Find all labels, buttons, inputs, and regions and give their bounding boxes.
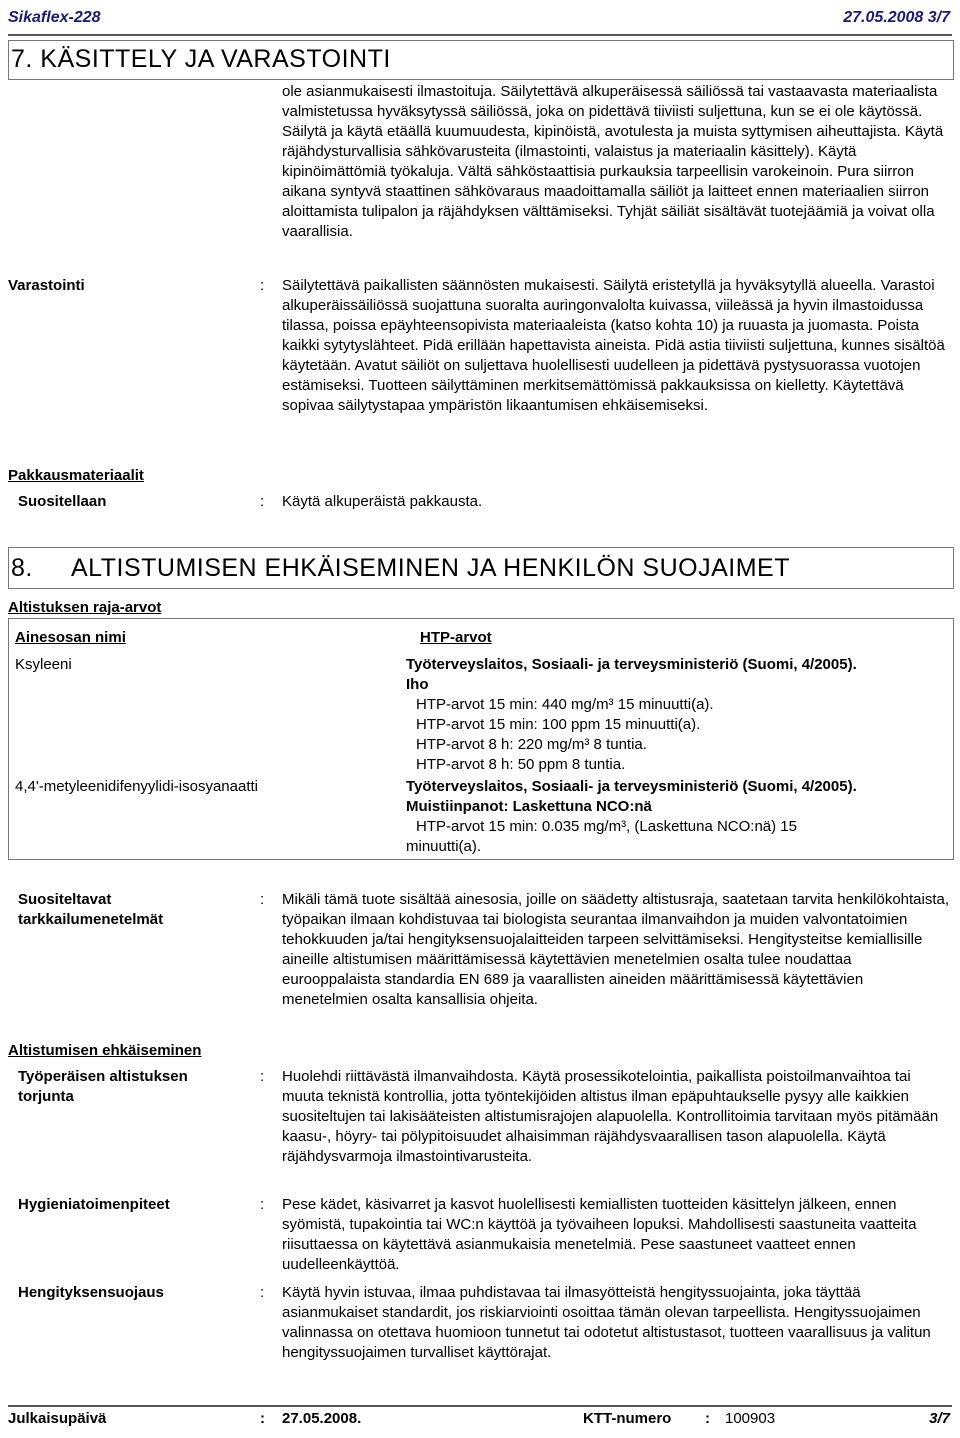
limit-value: HTP-arvot 15 min: 440 mg/m³ 15 minuutti(a). bbox=[416, 696, 714, 713]
colon: : bbox=[260, 1410, 265, 1427]
limit-value: HTP-arvot 8 h: 220 mg/m³ 8 tuntia. bbox=[416, 736, 647, 753]
component-name: Ksyleeni bbox=[15, 656, 72, 673]
limit-value: minuutti(a). bbox=[406, 838, 482, 855]
occupational-text: Huolehdi riittävästä ilmanvaihdosta. Käytä prosessikotelointia, paikallista poistoilmanvaihtoa tai muuta teknistä kontrollia, jotta työntekijöiden altistus ilman epäpuhtaukselle pysyy alle kaikkien suositeltujen tai lakisääteisten altistumisrajojen alapuolella. Kontrollitoimia tarvitaan myös pitämään kaasu-, höyry- tai pölypitoisuudet alhaisimman räjähdysvaarallisen tason alapuolella. Käytä räjähdysvarmoja ilmastointivarusteita. bbox=[282, 1068, 939, 1165]
colon: : bbox=[260, 891, 265, 908]
section-7-title: 7. KÄSITTELY JA VARASTOINTI bbox=[11, 45, 391, 73]
hygiene-text: Pese kädet, käsivarret ja kasvot huolellisesti kemiallisten tuotteiden käsittelyn jälkeen, ennen syömistä, tupakointia tai WC:n käyttöä ja työvaiheen lopuksi. Mahdollisesti saastuneita vaatteita riisuttaessa on käytettävä asianmukaisia menetelmiä. Pese saastuneet vaatteet ennen uudelleenkäyttöä. bbox=[282, 1196, 917, 1273]
section-8-header bbox=[8, 547, 954, 589]
storage-text: Säilytettävä paikallisten säännösten mukaisesti. Säilytä eristetyllä ja hyväksytyllä alueella. Varastoi alkuperäissäiliössä suojattuna suoralta auringonvalolta kuivassa, viileässä ja hyvin ilmastoidussa tilassa, poissa epäyhteensopivista materiaaleista (katso kohta 10) ja ruuasta ja juomasta. Poista kaikki sytytyslähteet. Pidä erillään hapettavista aineista. Pidä astia tiiviisti suljettuna, kunnes sisältöä käytetään. Avatut säiliöt on suljettava huolellisesti uudelleen ja pidettävä pystysuorassa vuotojen estämiseksi. Tuotteen säilyttäminen merkitsemättömissä pakkauksissa on kielletty. Käytettävä sopivaa säilytystapaa ympäristön likaantumisen ehkäisemiseksi. bbox=[282, 277, 945, 414]
recommended-label: Suositellaan bbox=[18, 493, 107, 510]
section-7-header bbox=[8, 40, 954, 80]
footer-divider bbox=[8, 1405, 952, 1407]
storage-label: Varastointi bbox=[8, 277, 85, 294]
monitoring-label: Suositeltavat tarkkailumenetelmät bbox=[18, 891, 164, 928]
limits-label: Altistuksen raja-arvot bbox=[8, 599, 162, 616]
limit-value: HTP-arvot 15 min: 0.035 mg/m³, (Laskettuna NCO:nä) 15 bbox=[416, 818, 797, 835]
packaging-label: Pakkausmateriaalit bbox=[8, 467, 144, 484]
recommended-text: Käytä alkuperäistä pakkausta. bbox=[282, 493, 483, 510]
limit-source: Työterveyslaitos, Sosiaali- ja terveysministeriö (Suomi, 4/2005). bbox=[406, 656, 857, 673]
header-divider bbox=[8, 34, 952, 36]
product-name: Sikaflex-228 bbox=[8, 9, 101, 26]
section-8-title: ALTISTUMISEN EHKÄISEMINEN JA HENKILÖN SUOJAIMET bbox=[71, 554, 790, 582]
ktt-number: 100903 bbox=[725, 1410, 776, 1427]
section-8-number: 8. bbox=[11, 554, 33, 582]
page-number: 3/7 bbox=[929, 1410, 950, 1427]
limit-subhead: Muistiinpanot: Laskettuna NCO:nä bbox=[406, 798, 652, 815]
exposure-limits-table bbox=[8, 618, 954, 860]
limit-subhead: Iho bbox=[406, 676, 429, 693]
issue-date-label: Julkaisupäivä bbox=[8, 1410, 107, 1427]
col-header-component: Ainesosan nimi bbox=[15, 629, 126, 646]
handling-text: ole asianmukaisesti ilmastoituja. Säilytettävä alkuperäisessä säiliössä tai vastaavasta materiaalista valmistetussa hyväksytyssä säiliössä, joka on pidettävä tiiviisti suljettuna, kun se ei ole käytössä. Säilytä ja käytä etäällä kuumuudesta, kipinöistä, avotulesta ja muista syttymisen aiheuttajista. Käytä räjähdysturvallisia sähkövarusteita (ilmastointi, valaistus ja materiaalin käsittely). Käytä kipinöimättömiä työkaluja. Vältä sähköstaattisia purkauksia tarpeellisin varokeinoin. Pura siirron aikana syntyvä staattinen sähkövaraus maadoittamalla säiliöt ja laitteet ennen materiaalien siirron aloittamista tulipalon ja räjähdyksen välttämiseksi. Tyhjät säiliät sisältävät tuotejäämiä ja voivat olla vaarallisia. bbox=[282, 83, 944, 240]
limit-source: Työterveyslaitos, Sosiaali- ja terveysministeriö (Suomi, 4/2005). bbox=[406, 778, 857, 795]
colon: : bbox=[260, 277, 265, 294]
colon: : bbox=[260, 493, 265, 510]
monitoring-text: Mikäli tämä tuote sisältää ainesosia, joille on säädetty altistusraja, saatetaan tarvita henkilökohtaista, työpaikan ilmaan kohdistuvaa tai biologista seurantaa ilmanvaihdon ja muiden valvontatoimien tehokkuuden ja/tai hengityksensuojalaitteiden tarpeen selvittämiseksi. Hengitysteitse kemiallisille aineille altistumisen määrittämisessä käytettävien menetelmien osalta tulee noudattaa eurooppalaista standardia EN 689 ja vaarallisten aineiden määrittämisessä käytettävien menetelmien osalta kansallisia ohjeita. bbox=[282, 891, 950, 1008]
colon: : bbox=[260, 1068, 265, 1085]
colon: : bbox=[705, 1410, 710, 1427]
colon: : bbox=[260, 1196, 265, 1213]
respiratory-text: Käytä hyvin istuvaa, ilmaa puhdistavaa tai ilmasyötteistä hengityssuojainta, joka täyttää asianmukaiset standardit, jos riskiarviointi osoittaa tämän olevan tarpeellista. Hengityssuojaimen valinnassa on otettava huomioon tunnetut tai odotetut altistustasot, tuotteen vaarallisuus ja valitun hengityssuojaimen turvalliset käyttörajat. bbox=[282, 1284, 931, 1361]
colon: : bbox=[260, 1284, 265, 1301]
col-header-htp: HTP-arvot bbox=[420, 629, 492, 646]
limit-value: HTP-arvot 15 min: 100 ppm 15 minuutti(a). bbox=[416, 716, 701, 733]
respiratory-label: Hengityksensuojaus bbox=[18, 1284, 164, 1301]
control-label: Altistumisen ehkäiseminen bbox=[8, 1042, 202, 1059]
ktt-label: KTT-numero bbox=[583, 1410, 672, 1427]
hygiene-label: Hygieniatoimenpiteet bbox=[18, 1196, 170, 1213]
limit-value: HTP-arvot 8 h: 50 ppm 8 tuntia. bbox=[416, 756, 626, 773]
component-name: 4,4'-metyleenidifenyylidi-isosyanaatti bbox=[15, 778, 258, 795]
issue-date: 27.05.2008. bbox=[282, 1410, 362, 1427]
occupational-label: Työperäisen altistuksen torjunta bbox=[18, 1068, 188, 1105]
header-date-page: 27.05.2008 3/7 bbox=[843, 9, 950, 26]
